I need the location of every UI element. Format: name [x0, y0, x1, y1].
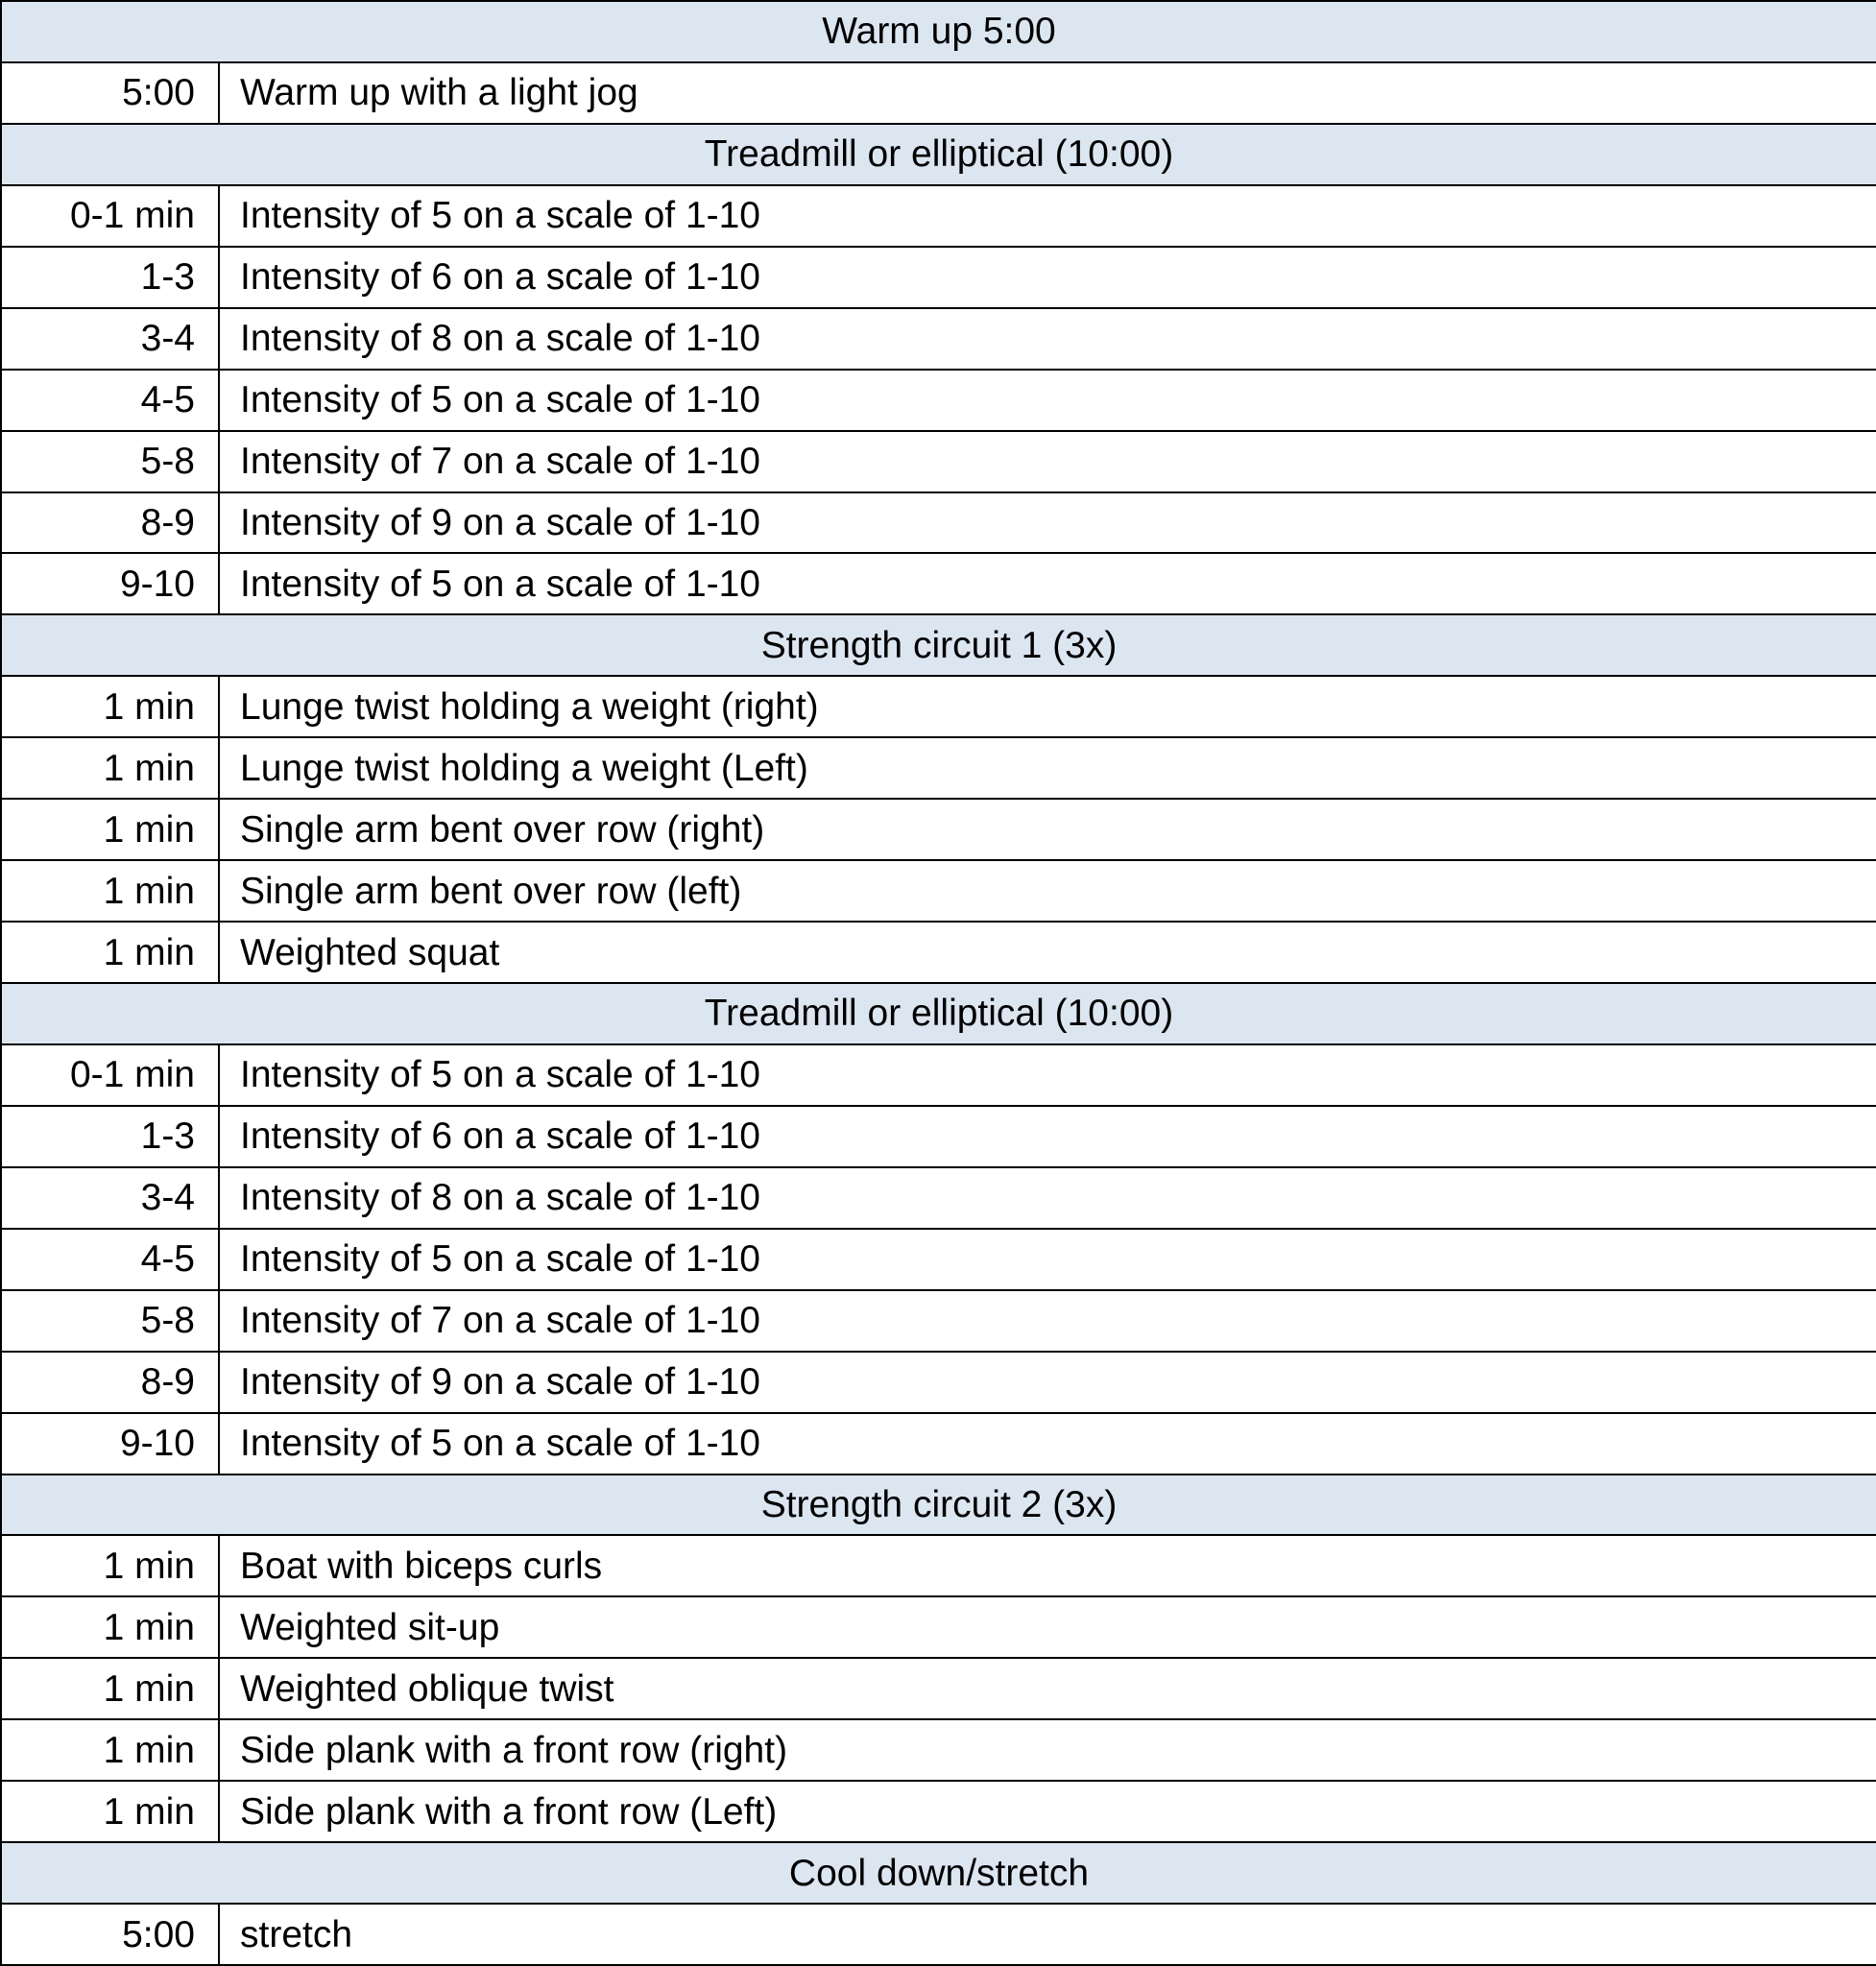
activity-cell: Intensity of 5 on a scale of 1-10	[219, 553, 1876, 614]
section-header-row	[1, 124, 1876, 185]
table-row	[1, 370, 1876, 431]
table-row	[1, 737, 1876, 799]
activity-cell: Intensity of 7 on a scale of 1-10	[219, 431, 1876, 492]
section-header-row	[1, 1842, 1876, 1904]
activity-cell: Intensity of 8 on a scale of 1-10	[219, 308, 1876, 370]
time-cell: 0-1 min	[1, 1044, 219, 1106]
table-row	[1, 1229, 1876, 1290]
activity-cell: Intensity of 5 on a scale of 1-10	[219, 370, 1876, 431]
activity-cell: Intensity of 5 on a scale of 1-10	[219, 1413, 1876, 1474]
table-row	[1, 247, 1876, 308]
activity-cell: Single arm bent over row (right)	[219, 799, 1876, 860]
time-cell: 1 min	[1, 676, 219, 737]
section-heading: Cool down/stretch	[1, 1842, 1876, 1904]
activity-cell: Intensity of 9 on a scale of 1-10	[219, 1352, 1876, 1413]
time-cell: 1-3	[1, 1106, 219, 1167]
time-cell: 1 min	[1, 1658, 219, 1719]
table-row	[1, 1596, 1876, 1658]
time-cell: 9-10	[1, 553, 219, 614]
table-row	[1, 1781, 1876, 1842]
activity-cell: Weighted oblique twist	[219, 1658, 1876, 1719]
table-row	[1, 860, 1876, 922]
time-cell: 1-3	[1, 247, 219, 308]
table-row	[1, 1413, 1876, 1474]
time-cell: 8-9	[1, 492, 219, 554]
table-row	[1, 431, 1876, 492]
time-cell: 1 min	[1, 922, 219, 983]
activity-cell: Lunge twist holding a weight (right)	[219, 676, 1876, 737]
table-row	[1, 1290, 1876, 1352]
activity-cell: Weighted sit-up	[219, 1596, 1876, 1658]
activity-cell: Intensity of 7 on a scale of 1-10	[219, 1290, 1876, 1352]
section-heading: Strength circuit 2 (3x)	[1, 1474, 1876, 1536]
table-row	[1, 62, 1876, 124]
time-cell: 5-8	[1, 1290, 219, 1352]
activity-cell: Warm up with a light jog	[219, 62, 1876, 124]
activity-cell: Intensity of 5 on a scale of 1-10	[219, 185, 1876, 247]
time-cell: 1 min	[1, 799, 219, 860]
table-row	[1, 1904, 1876, 1965]
time-cell: 1 min	[1, 1596, 219, 1658]
section-heading: Treadmill or elliptical (10:00)	[1, 983, 1876, 1044]
table-row	[1, 1167, 1876, 1229]
table-row	[1, 1352, 1876, 1413]
time-cell: 4-5	[1, 1229, 219, 1290]
table-row	[1, 1719, 1876, 1781]
activity-cell: stretch	[219, 1904, 1876, 1965]
section-header-row	[1, 983, 1876, 1044]
activity-cell: Lunge twist holding a weight (Left)	[219, 737, 1876, 799]
table-row	[1, 1106, 1876, 1167]
table-row	[1, 553, 1876, 614]
time-cell: 1 min	[1, 1535, 219, 1596]
section-header-row	[1, 614, 1876, 676]
table-row	[1, 1044, 1876, 1106]
activity-cell: Intensity of 5 on a scale of 1-10	[219, 1044, 1876, 1106]
activity-cell: Side plank with a front row (Left)	[219, 1781, 1876, 1842]
time-cell: 1 min	[1, 1781, 219, 1842]
section-header-row	[1, 1, 1876, 62]
activity-cell: Intensity of 6 on a scale of 1-10	[219, 247, 1876, 308]
time-cell: 3-4	[1, 308, 219, 370]
time-cell: 8-9	[1, 1352, 219, 1413]
time-cell: 5:00	[1, 62, 219, 124]
time-cell: 0-1 min	[1, 185, 219, 247]
time-cell: 1 min	[1, 1719, 219, 1781]
table-row	[1, 308, 1876, 370]
section-heading: Strength circuit 1 (3x)	[1, 614, 1876, 676]
table-row	[1, 799, 1876, 860]
table-row	[1, 676, 1876, 737]
table-row	[1, 922, 1876, 983]
activity-cell: Intensity of 5 on a scale of 1-10	[219, 1229, 1876, 1290]
activity-cell: Intensity of 6 on a scale of 1-10	[219, 1106, 1876, 1167]
table-row	[1, 185, 1876, 247]
activity-cell: Weighted squat	[219, 922, 1876, 983]
activity-cell: Boat with biceps curls	[219, 1535, 1876, 1596]
activity-cell: Intensity of 9 on a scale of 1-10	[219, 492, 1876, 554]
time-cell: 4-5	[1, 370, 219, 431]
activity-cell: Intensity of 8 on a scale of 1-10	[219, 1167, 1876, 1229]
activity-cell: Single arm bent over row (left)	[219, 860, 1876, 922]
time-cell: 5-8	[1, 431, 219, 492]
time-cell: 9-10	[1, 1413, 219, 1474]
time-cell: 5:00	[1, 1904, 219, 1965]
section-header-row	[1, 1474, 1876, 1536]
table-row	[1, 1658, 1876, 1719]
time-cell: 3-4	[1, 1167, 219, 1229]
section-heading: Treadmill or elliptical (10:00)	[1, 124, 1876, 185]
time-cell: 1 min	[1, 860, 219, 922]
table-row	[1, 492, 1876, 554]
table-row	[1, 1535, 1876, 1596]
time-cell: 1 min	[1, 737, 219, 799]
activity-cell: Side plank with a front row (right)	[219, 1719, 1876, 1781]
section-heading: Warm up 5:00	[1, 1, 1876, 62]
